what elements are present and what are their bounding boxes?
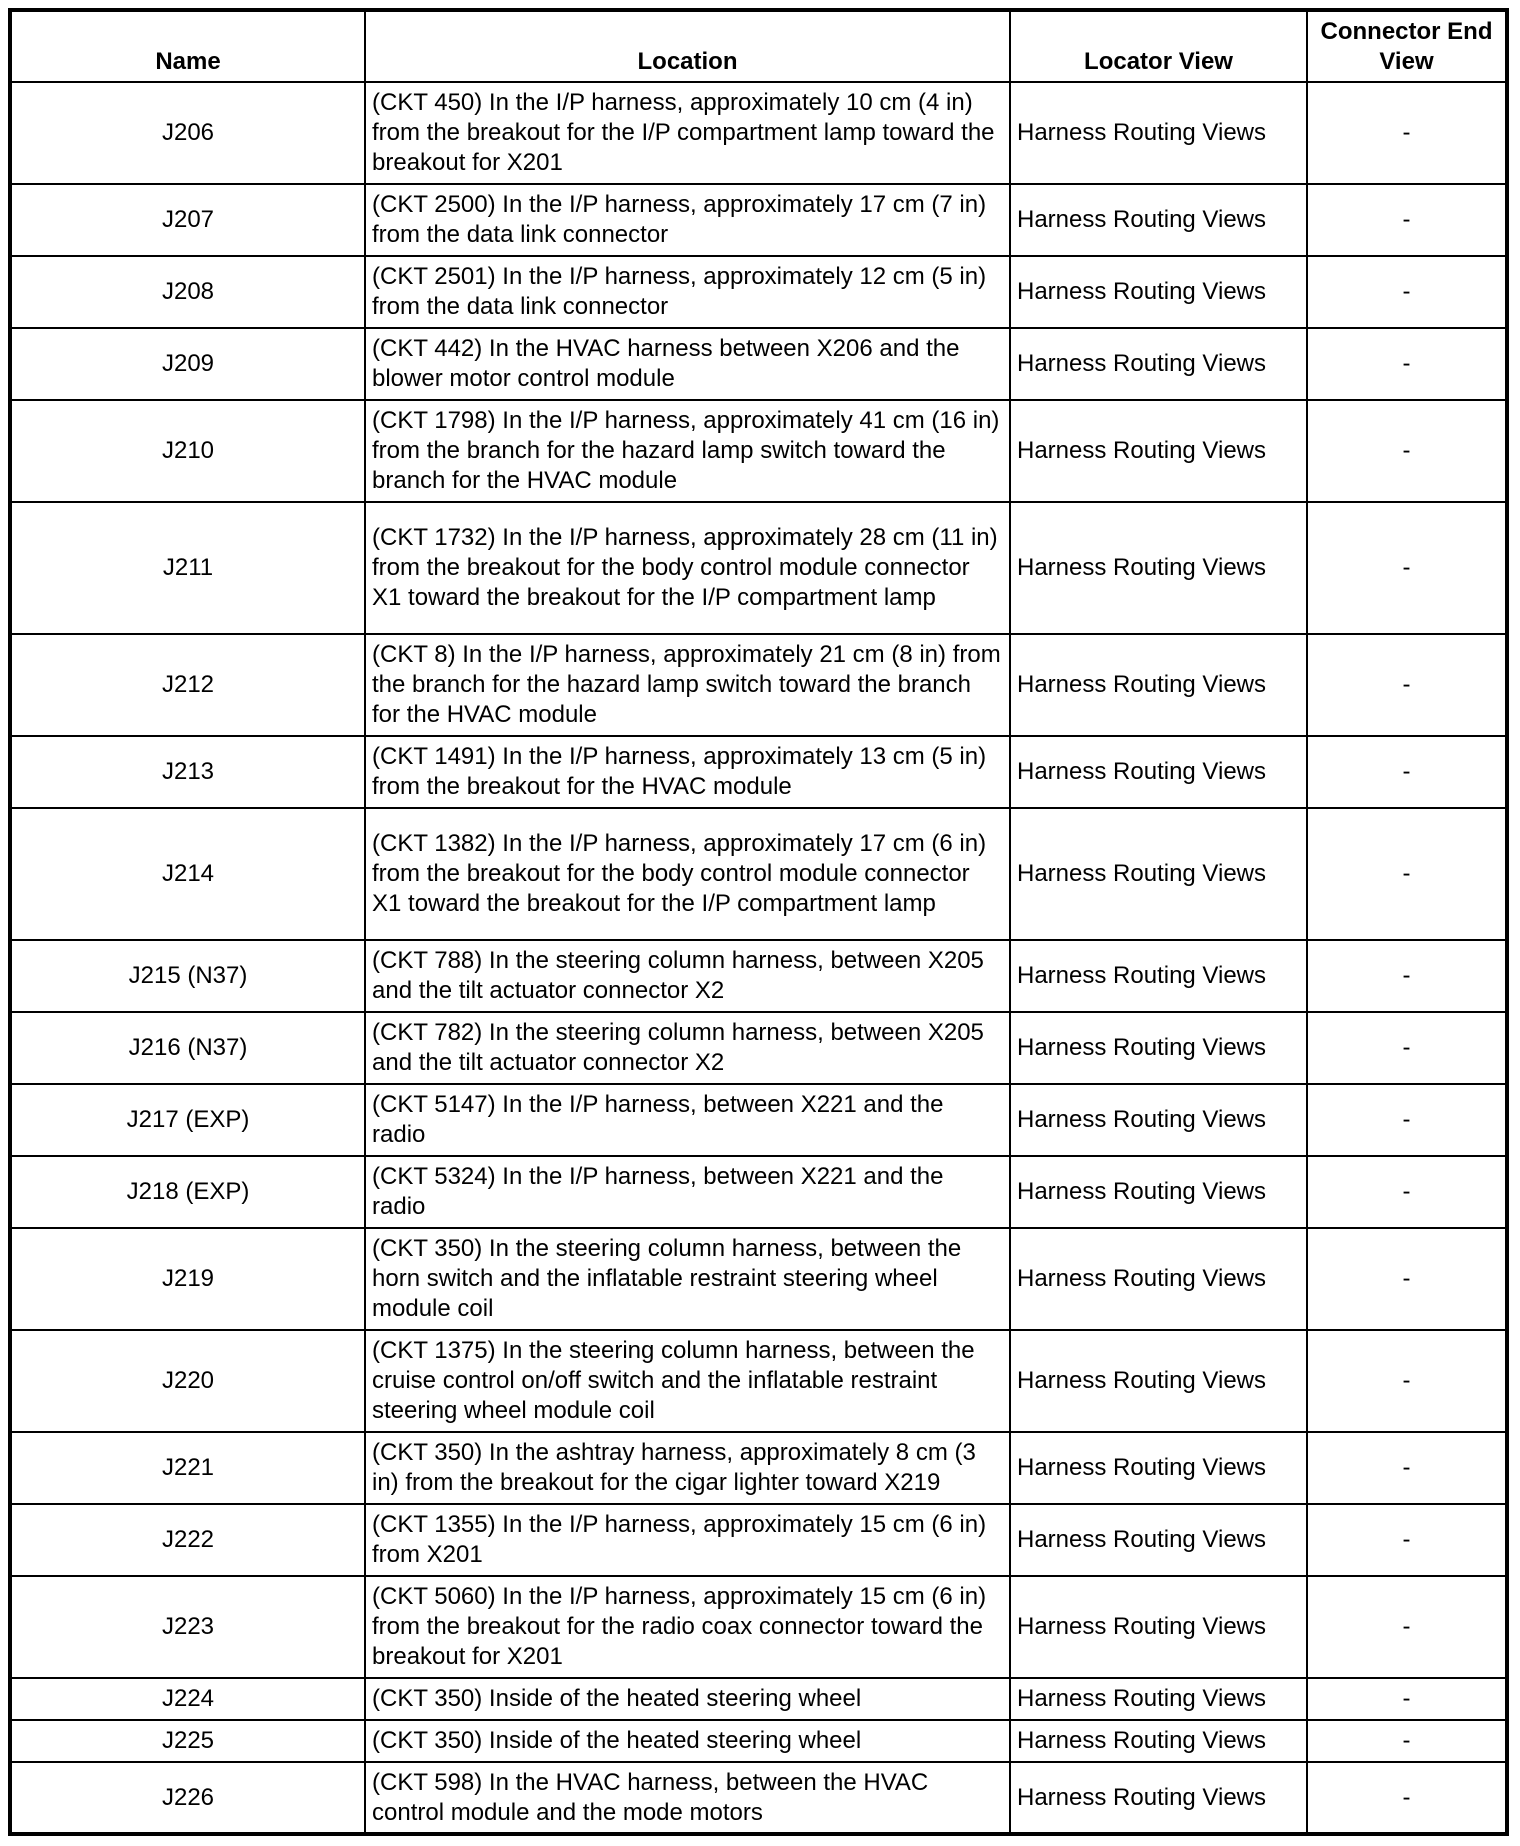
connector-end-view: -	[1307, 1228, 1507, 1330]
table-row	[10, 1156, 1507, 1228]
splice-name: J208	[10, 256, 365, 328]
locator-view-link[interactable]: Harness Routing Views	[1010, 256, 1307, 328]
column-header-connector-end-view: Connector End View	[1307, 10, 1507, 82]
connector-end-view: -	[1307, 1330, 1507, 1432]
splice-name: J224	[10, 1678, 365, 1720]
splice-location: (CKT 5060) In the I/P harness, approximately 15 cm (6 in) from the breakout for the radio coax connector toward the breakout for X201	[365, 1576, 1010, 1678]
connector-end-view: -	[1307, 634, 1507, 736]
splice-name: J213	[10, 736, 365, 808]
splice-name: J218 (EXP)	[10, 1156, 365, 1228]
splice-location: (CKT 8) In the I/P harness, approximately 21 cm (8 in) from the branch for the hazard lamp switch toward the branch for the HVAC module	[365, 634, 1010, 736]
splice-name: J216 (N37)	[10, 1012, 365, 1084]
connector-end-view: -	[1307, 940, 1507, 1012]
connector-end-view: -	[1307, 1504, 1507, 1576]
table-row	[10, 82, 1507, 184]
splice-location: (CKT 598) In the HVAC harness, between the HVAC control module and the mode motors	[365, 1762, 1010, 1834]
table-row	[10, 1084, 1507, 1156]
splice-name: J210	[10, 400, 365, 502]
splice-name: J220	[10, 1330, 365, 1432]
splice-name: J221	[10, 1432, 365, 1504]
table-row	[10, 1720, 1507, 1762]
splice-location: (CKT 5147) In the I/P harness, between X221 and the radio	[365, 1084, 1010, 1156]
splice-location: (CKT 788) In the steering column harness, between X205 and the tilt actuator connector X2	[365, 940, 1010, 1012]
splice-location-table	[8, 8, 1509, 1836]
splice-location: (CKT 1382) In the I/P harness, approximately 17 cm (6 in) from the breakout for the body control module connector X1 toward the breakout for the I/P compartment lamp	[365, 808, 1010, 940]
locator-view-link[interactable]: Harness Routing Views	[1010, 940, 1307, 1012]
locator-view-link[interactable]: Harness Routing Views	[1010, 400, 1307, 502]
splice-name: J211	[10, 502, 365, 634]
connector-end-view: -	[1307, 400, 1507, 502]
connector-end-view: -	[1307, 1576, 1507, 1678]
splice-location: (CKT 1355) In the I/P harness, approximately 15 cm (6 in) from X201	[365, 1504, 1010, 1576]
table-row	[10, 328, 1507, 400]
splice-name: J215 (N37)	[10, 940, 365, 1012]
splice-name: J225	[10, 1720, 365, 1762]
table-row	[10, 1330, 1507, 1432]
splice-location: (CKT 1798) In the I/P harness, approximately 41 cm (16 in) from the branch for the hazard lamp switch toward the branch for the HVAC module	[365, 400, 1010, 502]
table-row	[10, 1762, 1507, 1834]
splice-name: J222	[10, 1504, 365, 1576]
table-row	[10, 400, 1507, 502]
table-row	[10, 1012, 1507, 1084]
splice-location: (CKT 2501) In the I/P harness, approximately 12 cm (5 in) from the data link connector	[365, 256, 1010, 328]
table-row	[10, 1228, 1507, 1330]
splice-location: (CKT 350) Inside of the heated steering wheel	[365, 1720, 1010, 1762]
splice-location: (CKT 442) In the HVAC harness between X206 and the blower motor control module	[365, 328, 1010, 400]
splice-name: J206	[10, 82, 365, 184]
connector-end-view: -	[1307, 736, 1507, 808]
connector-end-view: -	[1307, 1678, 1507, 1720]
table-row	[10, 634, 1507, 736]
connector-end-view: -	[1307, 1012, 1507, 1084]
table-row	[10, 502, 1507, 634]
locator-view-link[interactable]: Harness Routing Views	[1010, 502, 1307, 634]
table-row	[10, 1504, 1507, 1576]
connector-end-view: -	[1307, 1432, 1507, 1504]
splice-name: J219	[10, 1228, 365, 1330]
splice-name: J214	[10, 808, 365, 940]
splice-location: (CKT 350) Inside of the heated steering wheel	[365, 1678, 1010, 1720]
connector-end-view: -	[1307, 328, 1507, 400]
locator-view-link[interactable]: Harness Routing Views	[1010, 1762, 1307, 1834]
splice-name: J212	[10, 634, 365, 736]
connector-end-view: -	[1307, 1762, 1507, 1834]
locator-view-link[interactable]: Harness Routing Views	[1010, 1330, 1307, 1432]
connector-end-view: -	[1307, 502, 1507, 634]
column-header-location: Location	[365, 10, 1010, 82]
locator-view-link[interactable]: Harness Routing Views	[1010, 1228, 1307, 1330]
locator-view-link[interactable]: Harness Routing Views	[1010, 328, 1307, 400]
table-row	[10, 940, 1507, 1012]
table-row	[10, 1678, 1507, 1720]
splice-name: J223	[10, 1576, 365, 1678]
splice-location: (CKT 350) In the steering column harness, between the horn switch and the inflatable restraint steering wheel module coil	[365, 1228, 1010, 1330]
splice-location: (CKT 1375) In the steering column harness, between the cruise control on/off switch and the inflatable restraint steering wheel module coil	[365, 1330, 1010, 1432]
locator-view-link[interactable]: Harness Routing Views	[1010, 1504, 1307, 1576]
connector-end-view: -	[1307, 184, 1507, 256]
locator-view-link[interactable]: Harness Routing Views	[1010, 736, 1307, 808]
splice-location: (CKT 1732) In the I/P harness, approximately 28 cm (11 in) from the breakout for the body control module connector X1 toward the breakout for the I/P compartment lamp	[365, 502, 1010, 634]
locator-view-link[interactable]: Harness Routing Views	[1010, 1156, 1307, 1228]
connector-end-view: -	[1307, 1084, 1507, 1156]
locator-view-link[interactable]: Harness Routing Views	[1010, 1432, 1307, 1504]
splice-name: J226	[10, 1762, 365, 1834]
table-row	[10, 736, 1507, 808]
splice-location: (CKT 2500) In the I/P harness, approximately 17 cm (7 in) from the data link connector	[365, 184, 1010, 256]
locator-view-link[interactable]: Harness Routing Views	[1010, 184, 1307, 256]
locator-view-link[interactable]: Harness Routing Views	[1010, 808, 1307, 940]
splice-location: (CKT 5324) In the I/P harness, between X221 and the radio	[365, 1156, 1010, 1228]
table-row	[10, 184, 1507, 256]
connector-end-view: -	[1307, 82, 1507, 184]
locator-view-link[interactable]: Harness Routing Views	[1010, 1012, 1307, 1084]
splice-location: (CKT 350) In the ashtray harness, approximately 8 cm (3 in) from the breakout for the cigar lighter toward X219	[365, 1432, 1010, 1504]
locator-view-link[interactable]: Harness Routing Views	[1010, 1720, 1307, 1762]
connector-end-view: -	[1307, 1720, 1507, 1762]
splice-name: J217 (EXP)	[10, 1084, 365, 1156]
locator-view-link[interactable]: Harness Routing Views	[1010, 1576, 1307, 1678]
table-row	[10, 256, 1507, 328]
table-row	[10, 808, 1507, 940]
column-header-locator-view: Locator View	[1010, 10, 1307, 82]
table-row	[10, 1432, 1507, 1504]
table-row	[10, 1576, 1507, 1678]
connector-end-view: -	[1307, 808, 1507, 940]
locator-view-link[interactable]: Harness Routing Views	[1010, 82, 1307, 184]
connector-end-view: -	[1307, 1156, 1507, 1228]
splice-name: J207	[10, 184, 365, 256]
locator-view-link[interactable]: Harness Routing Views	[1010, 634, 1307, 736]
splice-location: (CKT 450) In the I/P harness, approximately 10 cm (4 in) from the breakout for the I/P compartment lamp toward the breakout for X201	[365, 82, 1010, 184]
splice-name: J209	[10, 328, 365, 400]
splice-location: (CKT 1491) In the I/P harness, approximately 13 cm (5 in) from the breakout for the HVAC module	[365, 736, 1010, 808]
locator-view-link[interactable]: Harness Routing Views	[1010, 1084, 1307, 1156]
splice-location: (CKT 782) In the steering column harness, between X205 and the tilt actuator connector X2	[365, 1012, 1010, 1084]
header-row	[10, 10, 1507, 82]
column-header-name: Name	[10, 10, 365, 82]
locator-view-link[interactable]: Harness Routing Views	[1010, 1678, 1307, 1720]
connector-end-view: -	[1307, 256, 1507, 328]
